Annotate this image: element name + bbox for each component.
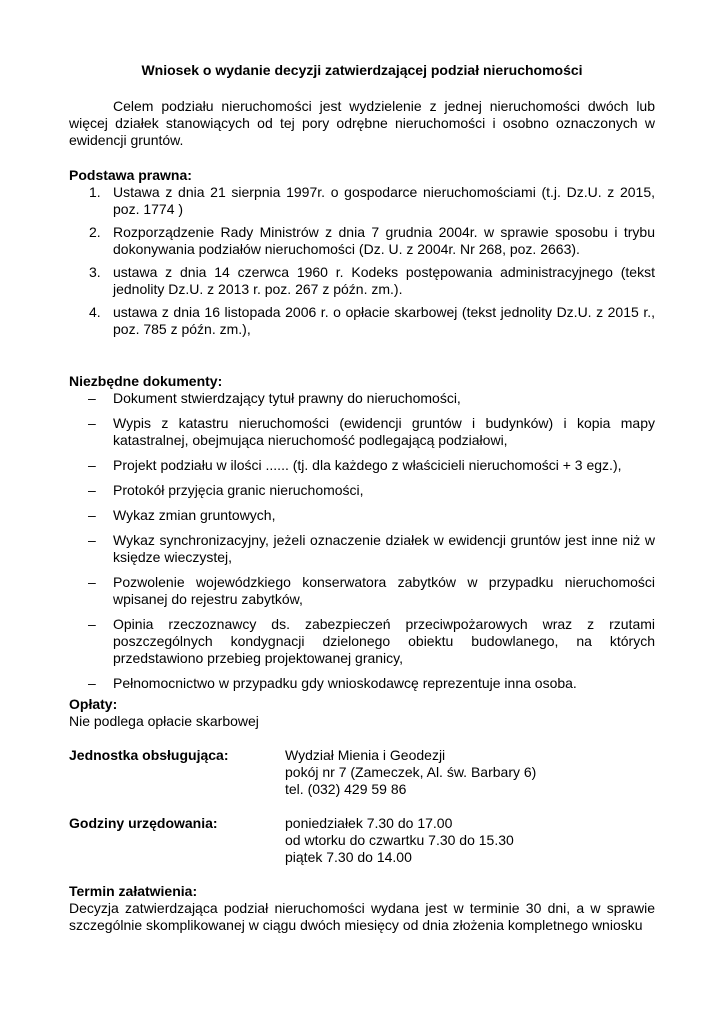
document-item — [69, 574, 655, 608]
unit-line: tel. (032) 429 59 86 — [285, 781, 407, 797]
deadline-text: Decyzja zatwierdzająca podział nieruchomości wydana jest w terminie 30 dni, a w sprawie szczególnie skomplikowanej w ciągu dwóch miesięcy od dnia złożenia kompletnego wniosku — [69, 900, 655, 933]
hours-line: poniedziałek 7.30 do 17.00 — [285, 815, 453, 831]
document-item — [69, 457, 655, 474]
dash-bullet: – — [88, 457, 96, 473]
document-item-text: Projekt podziału w ilości ...... (tj. dla każdego z właścicieli nieruchomości + 3 egz.), — [113, 457, 622, 473]
intro-paragraph: Celem podziału nieruchomości jest wydzielenie z jednej nieruchomości dwóch lub więcej działek stanowiących od tej pory odrębne nieruchomości i osobno oznaczonych w ewidencji gruntów. — [69, 98, 655, 148]
unit-label: Jednostka obsługująca: — [69, 747, 229, 763]
document-title: Wniosek o wydanie decyzji zatwierdzającej podział nieruchomości — [141, 62, 583, 78]
legal-basis-heading: Podstawa prawna: — [69, 167, 192, 183]
document-item — [69, 616, 655, 667]
document-item — [69, 532, 655, 566]
hours-block — [69, 815, 655, 866]
document-item-text: Pełnomocnictwo w przypadku gdy wnioskodawcę reprezentuje inna osoba. — [113, 675, 577, 691]
legal-basis-list — [69, 184, 655, 338]
fees-text: Nie podlega opłacie skarbowej — [69, 713, 259, 729]
unit-details — [285, 747, 536, 798]
fees-heading: Opłaty: — [69, 696, 118, 712]
dash-bullet: – — [88, 415, 96, 431]
legal-basis-item — [69, 224, 655, 258]
legal-basis-item — [69, 184, 655, 218]
document-item — [69, 390, 655, 407]
hours-label: Godziny urzędowania: — [69, 815, 218, 831]
legal-basis-item — [69, 264, 655, 298]
document-item-text: Wykaz zmian gruntowych, — [113, 507, 276, 523]
legal-basis-number: 3. — [89, 264, 101, 280]
documents-heading: Niezbędne dokumenty: — [69, 373, 223, 389]
hours-details — [285, 815, 514, 866]
legal-basis-text: Rozporządzenie Rady Ministrów z dnia 7 grudnia 2004r. w sprawie sposobu i trybu dokonywania podziałów nieruchomości (Dz. U. z 2004r. Nr 268, poz. 2663). — [113, 224, 655, 257]
legal-basis-text: ustawa z dnia 16 listopada 2006 r. o opłacie skarbowej (tekst jednolity Dz.U. z 2015 r., poz. 785 z późn. zm.), — [113, 304, 655, 337]
dash-bullet: – — [88, 675, 96, 691]
legal-basis-text: ustawa z dnia 14 czerwca 1960 r. Kodeks postępowania administracyjnego (tekst jednolity Dz.U. z 2013 r. poz. 267 z późn. zm.). — [113, 264, 655, 297]
deadline-heading: Termin załatwienia: — [69, 883, 198, 899]
unit-block — [69, 747, 655, 798]
hours-line: piątek 7.30 do 14.00 — [285, 849, 412, 865]
legal-basis-item — [69, 304, 655, 338]
document-item — [69, 482, 655, 499]
hours-line: od wtorku do czwartku 7.30 do 15.30 — [285, 832, 514, 848]
document-item-text: Protokół przyjęcia granic nieruchomości, — [113, 482, 364, 498]
dash-bullet: – — [88, 532, 96, 548]
document-item-text: Wykaz synchronizacyjny, jeżeli oznaczenie działek w ewidencji gruntów jest inne niż w księdze wieczystej, — [113, 532, 655, 565]
unit-line: pokój nr 7 (Zameczek, Al. św. Barbary 6) — [285, 764, 537, 780]
dash-bullet: – — [88, 616, 96, 632]
legal-basis-text: Ustawa z dnia 21 sierpnia 1997r. o gospodarce nieruchomościami (t.j. Dz.U. z 2015, poz. 1774 ) — [113, 184, 655, 217]
document-item-text: Opinia rzeczoznawcy ds. zabezpieczeń przeciwpożarowych wraz z rzutami poszczególnych kondygnacji dzielonego obiektu budowlanego, na których przedstawiono przebieg projektowanej granicy, — [113, 616, 655, 666]
document-item-text: Dokument stwierdzający tytuł prawny do nieruchomości, — [113, 390, 461, 406]
dash-bullet: – — [88, 507, 96, 523]
document-item-text: Wypis z katastru nieruchomości (ewidencji gruntów i budynków) i kopia mapy katastralnej, obejmująca nieruchomość podlegającą podziałowi, — [113, 415, 655, 448]
document-item — [69, 675, 655, 692]
legal-basis-number: 1. — [89, 184, 101, 200]
document-item — [69, 415, 655, 449]
dash-bullet: – — [88, 390, 96, 406]
dash-bullet: – — [88, 574, 96, 590]
dash-bullet: – — [88, 482, 96, 498]
documents-list — [69, 390, 655, 692]
document-item — [69, 507, 655, 524]
document-item-text: Pozwolenie wojewódzkiego konserwatora zabytków w przypadku nieruchomości wpisanej do rejestru zabytków, — [113, 574, 655, 607]
unit-line: Wydział Mienia i Geodezji — [285, 747, 446, 763]
legal-basis-number: 2. — [89, 224, 101, 240]
legal-basis-number: 4. — [89, 304, 101, 320]
